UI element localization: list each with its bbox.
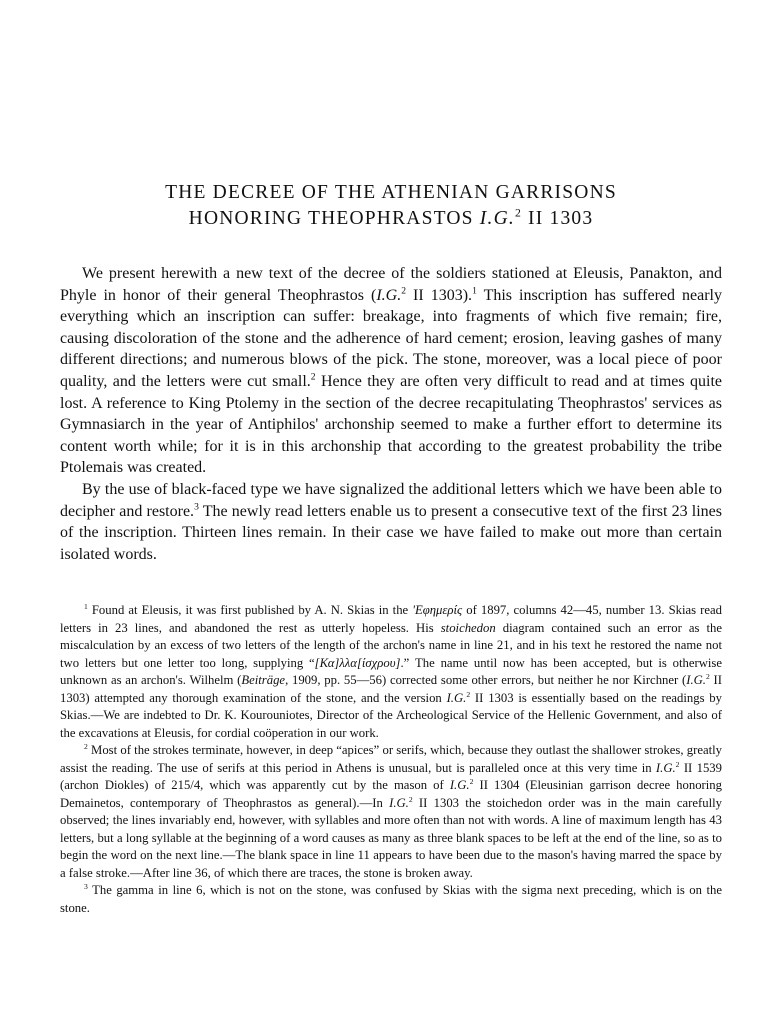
title-line-1: THE DECREE OF THE ATHENIAN GARRISONS: [165, 182, 617, 203]
ig-superscript: 2: [466, 689, 471, 699]
text-run: diagram contained such an error as the miscalculation by an excess of two letters of the length of the archon's name in line 21, and in his text he restored the name not two letters but one letter too long, supplying “: [60, 620, 723, 670]
text-run: , 1909, pp. 55—56) corrected some other errors, but neither he nor Kirchner (: [285, 673, 687, 687]
text-run: .” The name until now has been accepted, but is otherwise unknown as an archon's. Wilhelm (: [60, 655, 722, 687]
text-run: II 1303 is essentially based on the readings by Skias.—We are indebted to Dr. K. Kourouniotes, Director of the Archeological Service of the Hellenic Government, and also of the excavations at Eleusis, for cordial coöperation in our work.: [60, 690, 722, 740]
text-run: of 1897, columns 42—45, number 13. Skias read letters in 23 lines, and abandoned the rest as utterly hopeless. His: [60, 603, 722, 635]
ig-abbrev: I.G.: [376, 286, 402, 304]
ig-abbrev: I.G.: [389, 795, 409, 810]
footnote-3: [60, 882, 722, 917]
footnotes: [60, 602, 722, 917]
paragraph-1: [60, 263, 722, 479]
footnote-number: 1: [84, 601, 88, 611]
text-run: This inscription has suffered nearly everything which an inscription can suffer: breakage, into fragments of which five remain; fire, causing discoloration of the stone and the adherence of hard cement; erosion, leaving gashes of many different directions; and numerous blows of the pick. The stone, moreover, was a local piece of poor quality, and the letters were cut small.: [60, 286, 722, 390]
title-ig-abbrev: I.G.: [479, 208, 515, 229]
title-inscription-number: II 1303: [521, 208, 594, 229]
book-title: Beiträge: [241, 673, 286, 687]
article-title: [60, 180, 722, 232]
text-run: II 1539 (archon Diokles) of 215/4, which was apparently cut by the mason of: [60, 760, 722, 792]
footnote-number: 2: [84, 741, 88, 751]
title-line-2: [60, 206, 722, 232]
ig-superscript: 2: [469, 776, 474, 786]
ig-superscript: 2: [401, 285, 407, 297]
footnote-ref-1[interactable]: 1: [472, 285, 477, 297]
main-text: [60, 263, 722, 565]
title-ig-superscript: 2: [514, 206, 522, 220]
journal-title: 'Εφημερίς: [412, 603, 463, 617]
footnote-ref-3[interactable]: 3: [194, 501, 199, 513]
footnote-ref-2[interactable]: 2: [310, 371, 316, 383]
italic-term: stoichedon: [440, 620, 496, 635]
ig-abbrev: I.G.: [446, 690, 467, 705]
text-run: Hence they are often very difficult to read and at times quite lost. A reference to King Ptolemy in the section of the decree recapitulating Theophrastos' services as Gymnasiarch in the year of Antiphilos' archonship seemed to make a further effort to determine its content worth while; for it is in this archonship that according to the greatest probability the tribe Ptolemais was created.: [60, 372, 722, 477]
ig-superscript: 2: [705, 671, 710, 681]
greek-restoration: [Κα]λλα[ίσχρου]: [314, 655, 401, 670]
ig-superscript: 2: [675, 759, 680, 769]
text-run: The newly read letters enable us to present a consecutive text of the first 23 lines of the inscription. Thirteen lines remain. In their case we have failed to make out more than certain isolated words.: [60, 502, 723, 563]
text-run: Most of the strokes terminate, however, in deep “apices” or serifs, which, because they outlast the shallower strokes, greatly assist the reading. The use of serifs at this period in Athens is unusual, but is paralleled once at this very time in: [60, 743, 722, 775]
ig-abbrev: I.G.: [655, 760, 676, 775]
footnote-number: 3: [84, 881, 88, 891]
ig-abbrev: I.G.: [686, 673, 706, 687]
text-run: By the use of black-faced type we have signalized the additional letters which we have been able to decipher and restore.: [60, 480, 722, 520]
text-run: We present herewith a new text of the decree of the soldiers stationed at Eleusis, Panakton, and Phyle in honor of their general Theophrastos (: [60, 265, 722, 304]
text-run: II 1303) attempted any thorough examination of the stone, and the version: [60, 673, 722, 705]
ig-superscript: 2: [408, 794, 413, 804]
text-run: II 1303 the stoichedon order was in the main carefully observed; the lines invariably end, however, with syllables and more often than not with words. A line of maximum length has 43 letters, but a long syllable at the beginning of a word causes as many as three blank spaces to be left at the end of the line, so as to begin the word on the next line.—The blank space in line 11 appears to have been due to the mason's having marred the space by a false stroke.—After line 36, of which there are traces, the stone is broken away.: [60, 795, 722, 880]
ig-abbrev: I.G.: [449, 778, 470, 792]
text-run: The gamma in line 6, which is not on the stone, was confused by Skias with the sigma next preceding, which is on the stone.: [60, 883, 722, 915]
title-line-2-text: HONORING THEOPHRASTOS: [188, 208, 480, 229]
paragraph-2: [60, 479, 722, 565]
text-run: II 1303).: [406, 286, 473, 304]
text-run: II 1304 (Eleusinian garrison decree honoring Demainetos, contemporary of Theophrastos as general).—In: [60, 778, 722, 810]
footnote-1: [60, 602, 722, 742]
text-run: Found at Eleusis, it was first published by A. N. Skias in the: [87, 603, 413, 617]
footnote-2: [60, 742, 722, 882]
